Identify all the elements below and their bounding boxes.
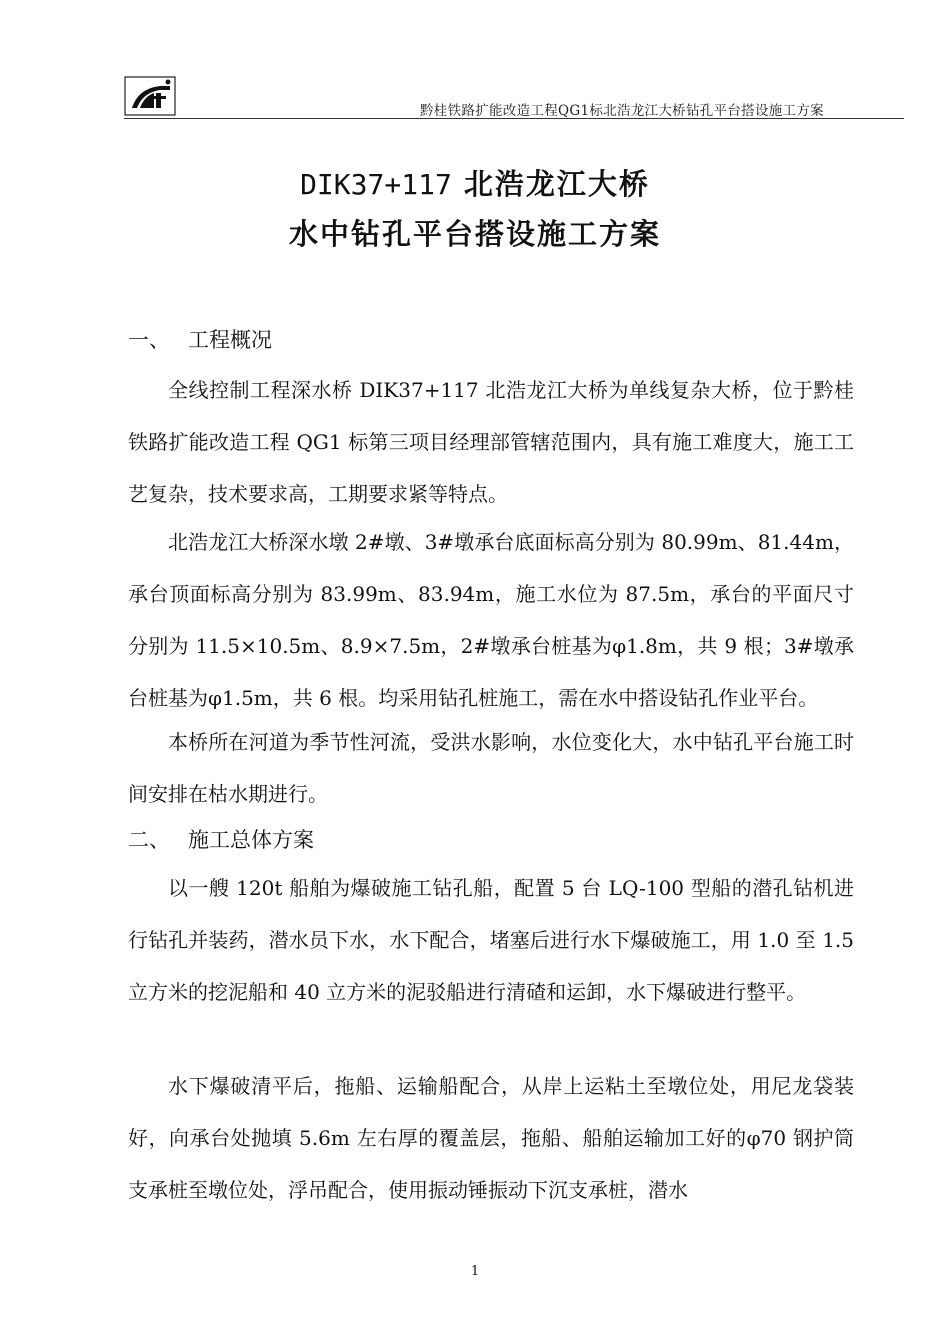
paragraph: 以一艘 120t 船舶为爆破施工钻孔船，配置 5 台 LQ-100 型船的潜孔钻机进行钻孔并装药，潜水员下水，水下配合，堵塞后进行水下爆破施工，用 1.0 至 1.5 立方米的挖泥船和 40 立方米的泥驳船进行清碴和运卸，水下爆破进行整平。 [128, 876, 854, 1004]
paragraph: 本桥所在河道为季节性河流，受洪水影响，水位变化大，水中钻孔平台施工时间安排在枯水期进行。 [128, 730, 854, 806]
running-header: 黔桂铁路扩能改造工程QG1标北浩龙江大桥钻孔平台搭设施工方案 [420, 103, 824, 119]
company-logo [124, 76, 176, 116]
document-title-line-2: 水中钻孔平台搭设施工方案 [288, 217, 661, 251]
section-number: 一、 [128, 328, 170, 352]
paragraph: 北浩龙江大桥深水墩 2#墩、3#墩承台底面标高分别为 80.99m、81.44m，承台顶面标高分别为 83.99m、83.94m，施工水位为 87.5m，承台的平面尺寸分别为 11.5×10.5m、8.9×7.5m，2#墩承台桩基为φ1.8m，共 9 根；3#墩承台桩基为φ1.5m，共 6 根。均采用钻孔桩施工，需在水中搭设钻孔作业平台。 [128, 530, 854, 710]
section-heading-plan [128, 824, 314, 854]
page-number: 1 [470, 1264, 480, 1279]
section-heading-overview [128, 324, 272, 354]
header-divider [124, 118, 904, 119]
paragraph: 水下爆破清平后，拖船、运输船配合，从岸上运粘土至墩位处，用尼龙袋装好，向承台处抛填 5.6m 左右厚的覆盖层，拖船、船舶运输加工好的φ70 钢护筒支承桩至墩位处，浮吊配合，使用振动锤振动下沉支承桩，潜水 [128, 1074, 854, 1202]
title-bridge-name: 北浩龙江大桥 [463, 167, 650, 201]
section-title: 工程概况 [188, 328, 272, 352]
document-title-line-1 [0, 162, 950, 203]
section-title: 施工总体方案 [188, 828, 314, 852]
title-code: DIK37+117 [300, 168, 452, 201]
paragraph: 全线控制工程深水桥 DIK37+117 北浩龙江大桥为单线复杂大桥，位于黔桂铁路扩能改造工程 QG1 标第三项目经理部管辖范围内，具有施工难度大，施工工艺复杂，技术要求高，工期要求紧等特点。 [128, 378, 854, 506]
section-number: 二、 [128, 828, 170, 852]
